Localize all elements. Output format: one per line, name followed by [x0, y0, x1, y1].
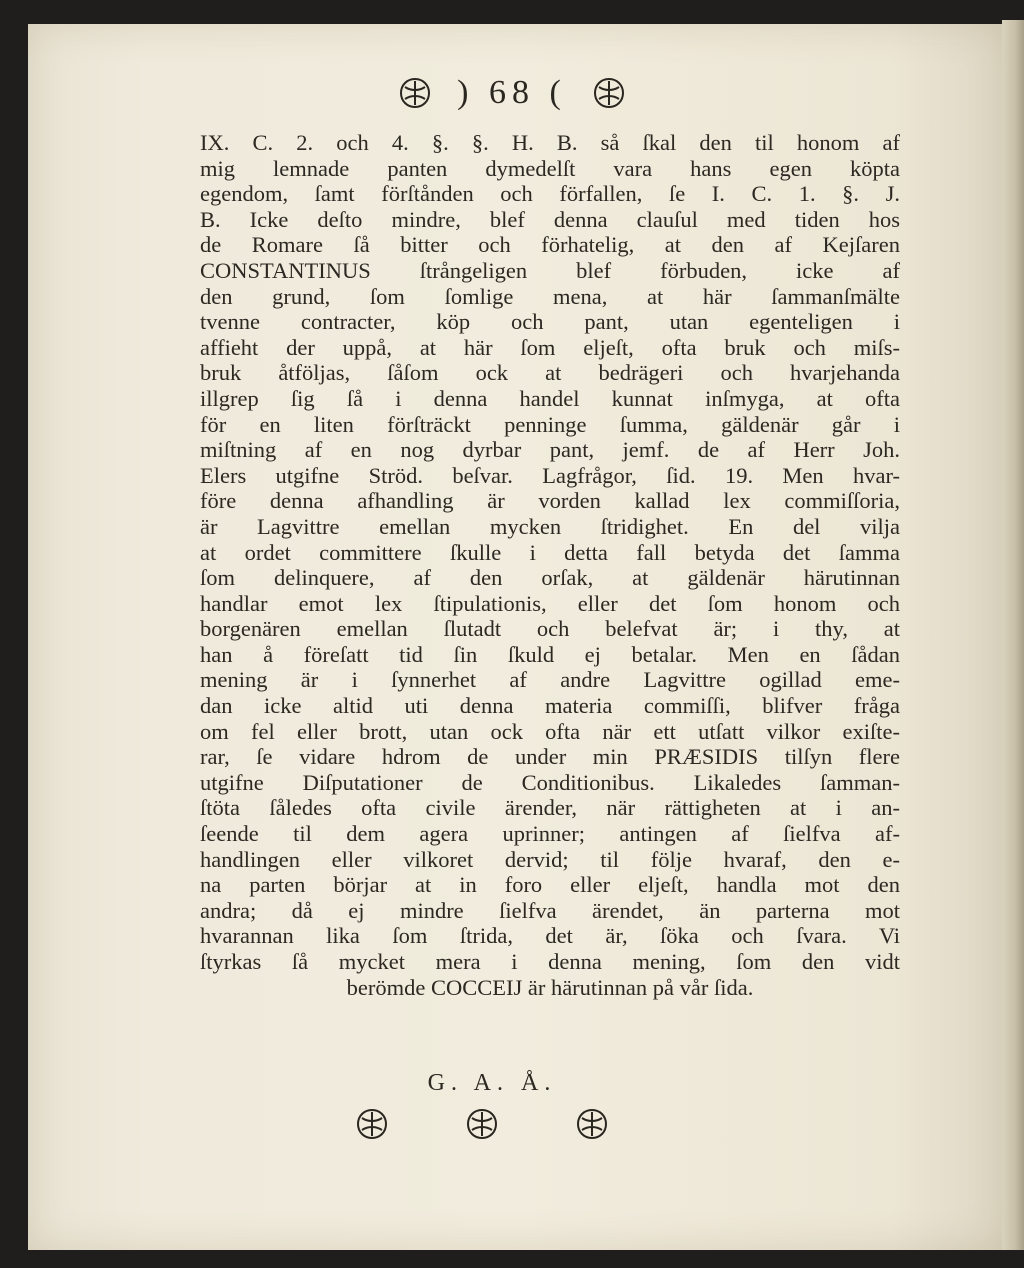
text-line: B. Icke deſto mindre, blef denna clauſul med tiden hos	[200, 206, 900, 232]
text-line: na parten börjar at in foro eller eljeſt, handla mot den	[200, 872, 900, 898]
fleuron-icon	[572, 1106, 612, 1142]
body-text	[200, 130, 900, 1000]
footer-ornaments	[0, 1106, 994, 1142]
page-edge	[1002, 20, 1024, 1250]
fleuron-icon	[589, 75, 629, 111]
text-line: IX. C. 2. och 4. §. §. H. B. så ſkal den til honom af	[200, 130, 900, 155]
text-line: illgrep ſig ſå i denna handel kunnat inſmyga, at ofta	[200, 385, 900, 411]
text-line: tvenne contracter, köp och pant, utan egenteligen i	[200, 309, 900, 335]
text-line: handlar emot lex ſtipulationis, eller det ſom honom och	[200, 590, 900, 616]
text-line: mening är i ſynnerhet af andre Lagvittre ogillad eme-	[200, 667, 900, 693]
text-line: dan icke altid uti denna materia commiſſi, blifver fråga	[200, 693, 900, 719]
text-line: före denna afhandling är vorden kallad lex commiſſoria,	[200, 488, 900, 514]
text-line: ſom delinquere, af den orſak, at gäldenär härutinnan	[200, 565, 900, 591]
fleuron-icon	[395, 75, 435, 111]
text-line: miſtning af en nog dyrbar pant, jemf. de af Herr Joh.	[200, 437, 900, 463]
fleuron-icon	[352, 1106, 392, 1142]
text-line: ſeende til dem agera uprinner; antingen af ſielfva af-	[200, 821, 900, 847]
page-header	[0, 68, 1024, 118]
text-line: affieht der uppå, at här ſom eljeſt, ofta bruk och miſs-	[200, 334, 900, 360]
signature: G. A. Å.	[427, 1070, 557, 1096]
text-line: at ordet committere ſkulle i detta fall betyda det ſamma	[200, 539, 900, 565]
text-line: berömde COCCEIJ är härutinnan på vår ſida.	[346, 974, 754, 1000]
page-number: ) 68 (	[457, 74, 567, 111]
text-line: bruk åtföljas, ſåſom ock at bedrägeri och hvarjehanda	[200, 360, 900, 386]
text-line: borgenären emellan ſlutadt och belefvat är; i thy, at	[200, 616, 900, 642]
fleuron-icon	[462, 1106, 502, 1142]
text-line: ſtyrkas ſå mycket mera i denna mening, ſom den vidt	[200, 949, 900, 974]
text-line: hvarannan lika ſom ſtrida, det är, ſöka och ſvara. Vi	[200, 923, 900, 949]
text-line: egendom, ſamt förſtånden och förfallen, ſe I. C. 1. §. J.	[200, 181, 900, 207]
text-line: ſtöta ſåledes ofta civile ärender, när rättigheten at i an-	[200, 795, 900, 821]
text-line: rar, ſe vidare hdrom de under min PRÆSIDIS tilſyn flere	[200, 744, 900, 770]
text-line: är Lagvittre emellan mycken ſtridighet. En del vilja	[200, 513, 900, 539]
text-line: den grund, ſom ſomlige mena, at här ſammanſmälte	[200, 283, 900, 309]
text-line: han å föreſatt tid ſin ſkuld ej betalar. Men en ſådan	[200, 641, 900, 667]
text-line: CONSTANTINUS ſtrångeligen blef förbuden, icke af	[200, 257, 900, 283]
text-line: om fel eller brott, utan ock ofta när ett utſatt vilkor exiſte-	[200, 718, 900, 744]
text-line: mig lemnade panten dymedelſt vara hans egen köpta	[200, 155, 900, 181]
text-line: de Romare ſå bitter och förhatelig, at den af Kejſaren	[200, 232, 900, 258]
text-line: andra; då ej mindre ſielfva ärendet, än parterna mot	[200, 897, 900, 923]
text-line: Elers utgifne Ströd. beſvar. Lagfrågor, ſid. 19. Men hvar-	[200, 462, 900, 488]
text-line: för en liten förſträckt penninge ſumma, gäldenär går i	[200, 411, 900, 437]
text-line: utgifne Diſputationer de Conditionibus. Likaledes ſamman-	[200, 769, 900, 795]
text-line: handlingen eller vilkoret dervid; til följe hvaraf, den e-	[200, 846, 900, 872]
